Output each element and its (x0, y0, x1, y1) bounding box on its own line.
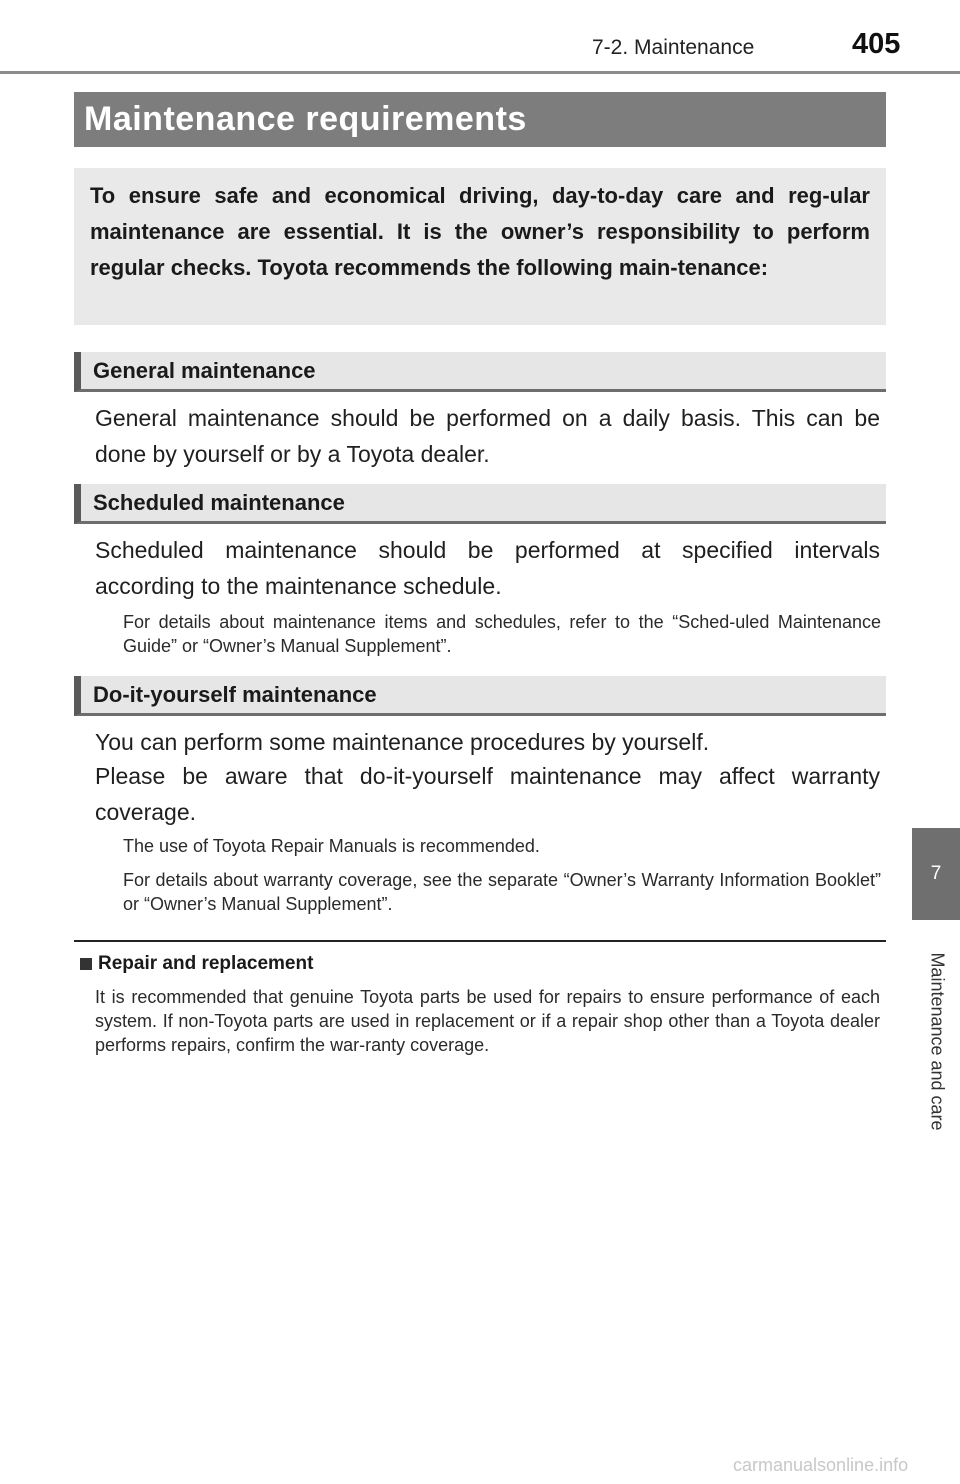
watermark: carmanualsonline.info (733, 1455, 909, 1475)
chapter-title-vertical (924, 930, 950, 1152)
chapter-title: Maintenance and care (927, 951, 948, 1131)
repair-text: It is recommended that genuine Toyota parts be used for repairs to ensure performance of each system. If non-Toyota parts are used in replacement or if a repair shop other than a Toyota dealer performs repairs, confirm the war-ranty coverage. (95, 987, 880, 1055)
intro-box (74, 168, 886, 325)
diy-maintenance-heading (74, 676, 886, 716)
diy-maintenance-text-1: You can perform some maintenance procedures by yourself. (95, 729, 710, 755)
repair-heading (80, 953, 313, 975)
page-title-bar (74, 92, 886, 147)
square-bullet-icon (80, 958, 92, 970)
scheduled-maintenance-heading-text: Scheduled maintenance (93, 489, 345, 515)
section-divider (74, 940, 886, 942)
general-maintenance-heading (74, 352, 886, 392)
page-number: 405 (852, 28, 901, 60)
chapter-number: 7 (930, 863, 942, 884)
diy-maintenance-note-1: The use of Toyota Repair Manuals is recommended. (123, 836, 540, 856)
repair-heading-text: Repair and replacement (98, 953, 314, 974)
diy-maintenance-note-2: For details about warranty coverage, see the separate “Owner’s Warranty Information Booklet” or “Owner’s Manual Supplement”. (123, 870, 881, 914)
page-title: Maintenance requirements (84, 100, 527, 138)
section-title: 7-2. Maintenance (592, 36, 755, 59)
scheduled-maintenance-text: Scheduled maintenance should be performed at specified intervals according to the maintenance schedule. (95, 537, 880, 599)
header-divider (0, 71, 960, 74)
diy-maintenance-text-2: Please be aware that do-it-yourself maintenance may affect warranty coverage. (95, 763, 880, 825)
chapter-tab[interactable] (912, 828, 960, 920)
scheduled-maintenance-note: For details about maintenance items and schedules, refer to the “Sched-uled Maintenance Guide” or “Owner’s Manual Supplement”. (123, 612, 881, 656)
diy-maintenance-heading-text: Do-it-yourself maintenance (93, 681, 377, 707)
general-maintenance-text: General maintenance should be performed on a daily basis. This can be done by yourself or by a Toyota dealer. (95, 405, 880, 467)
general-maintenance-heading-text: General maintenance (93, 357, 316, 383)
intro-text: To ensure safe and economical driving, day-to-day care and reg-ular maintenance are essential. It is the owner’s responsibility to perform regular checks. Toyota recommends the following main-tenance: (90, 183, 870, 280)
scheduled-maintenance-heading (74, 484, 886, 524)
